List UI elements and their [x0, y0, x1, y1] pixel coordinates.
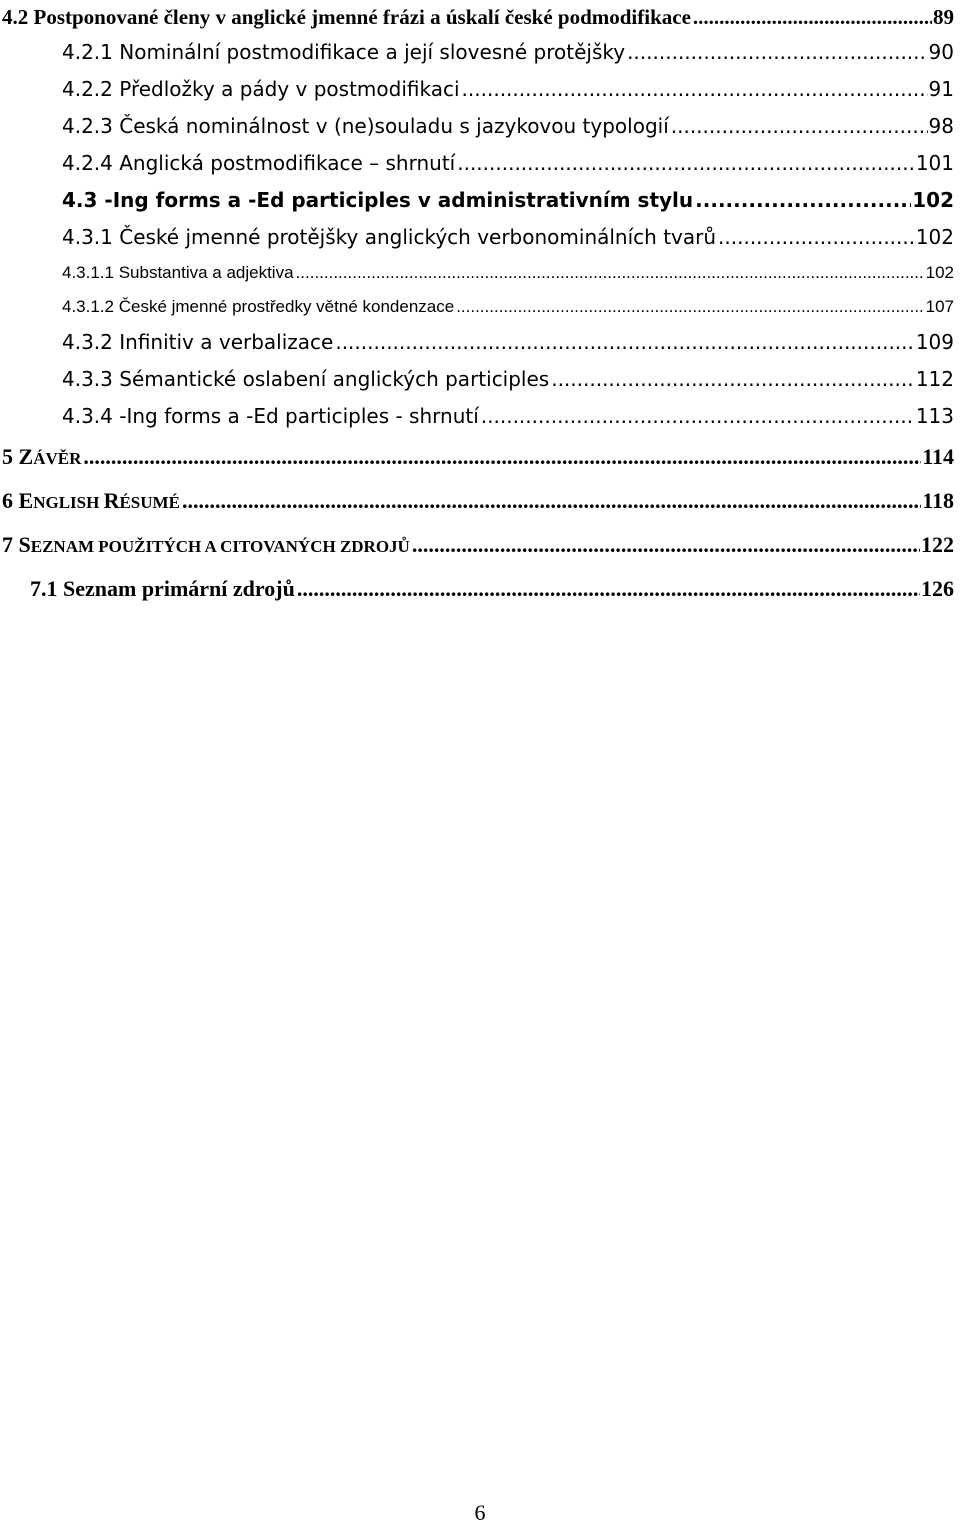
table-of-contents	[0, 0, 960, 611]
toc-leader-dots	[693, 0, 932, 34]
toc-entry-number: 7	[2, 532, 13, 557]
toc-entry-page: 90	[929, 34, 954, 71]
toc-leader-dots	[457, 145, 915, 182]
toc-entry-page: 102	[916, 219, 954, 256]
toc-leader-dots	[296, 256, 925, 290]
toc-entry-4-3-1-2[interactable]	[0, 290, 960, 324]
toc-entry-title: 4.2.2 Předložky a pády v postmodifikaci	[62, 71, 461, 108]
toc-entry-title: 4.2.3 Česká nominálnost v (ne)souladu s jazykovou typologií	[62, 108, 670, 145]
toc-leader-dots	[671, 108, 928, 145]
toc-entry-4-2-2[interactable]	[0, 71, 960, 108]
toc-entry-4-2[interactable]	[0, 0, 960, 34]
toc-entry-7-1[interactable]	[0, 567, 960, 611]
toc-entry-title: 4.3 -Ing forms a -Ed participles v administrativním stylu	[62, 182, 694, 219]
toc-entry-smallcaps-2: ÉSUMÉ	[119, 493, 180, 512]
toc-entry-number: 6	[2, 488, 13, 513]
toc-entry-title: 4.2 Postponované členy v anglické jmenné frázi a úskalí české podmodifikace	[2, 0, 692, 34]
toc-entry-4-3[interactable]	[0, 182, 960, 219]
toc-entry-page: 126	[921, 567, 954, 611]
toc-entry-page: 91	[929, 71, 954, 108]
toc-entry-title: 4.2.4 Anglická postmodifikace – shrnutí	[62, 145, 456, 182]
toc-entry-5[interactable]	[0, 435, 960, 479]
toc-leader-dots	[335, 324, 914, 361]
toc-leader-dots	[83, 435, 921, 479]
toc-leader-dots	[481, 398, 915, 435]
toc-leader-dots	[462, 71, 928, 108]
toc-entry-smallcaps: ÁVĚR	[33, 449, 82, 468]
toc-entry-title: 4.3.3 Sémantické oslabení anglických participles	[62, 361, 550, 398]
toc-entry-4-2-4[interactable]	[0, 145, 960, 182]
toc-leader-dots	[551, 361, 915, 398]
toc-leader-dots	[182, 479, 921, 523]
toc-entry-number: 5	[2, 444, 13, 469]
toc-entry-title: 4.3.4 -Ing forms a -Ed participles - shrnutí	[62, 398, 480, 435]
toc-entry-title: 4.3.1 České jmenné protějšky anglických verbonominálních tvarů	[62, 219, 717, 256]
toc-leader-dots	[627, 34, 927, 71]
toc-entry-title: 7.1 Seznam primární zdrojů	[30, 567, 296, 611]
toc-entry-title: 4.3.1.2 České jmenné prostředky větné kondenzace	[62, 290, 455, 324]
toc-entry-title	[2, 479, 181, 525]
toc-leader-dots	[297, 567, 920, 611]
page-number: 6	[474, 1500, 486, 1525]
toc-entry-page: 109	[916, 324, 954, 361]
toc-entry-page: 118	[922, 479, 954, 523]
toc-entry-page: 101	[916, 145, 954, 182]
toc-leader-dots	[695, 182, 911, 219]
toc-entry-initial: S	[18, 532, 31, 557]
toc-entry-title	[2, 523, 411, 569]
toc-entry-page: 98	[929, 108, 954, 145]
toc-leader-dots	[456, 290, 924, 324]
toc-entry-page: 89	[933, 0, 954, 34]
toc-entry-initial-2: R	[103, 488, 120, 513]
toc-entry-title: 4.3.1.1 Substantiva a adjektiva	[62, 256, 295, 290]
toc-entry-smallcaps: EZNAM POUŽITÝCH A CITOVANÝCH ZDROJŮ	[30, 537, 410, 556]
toc-entry-4-3-2[interactable]	[0, 324, 960, 361]
toc-entry-initial: E	[18, 488, 34, 513]
toc-entry-title: 4.3.2 Infinitiv a verbalizace	[62, 324, 334, 361]
toc-entry-title	[2, 435, 82, 481]
toc-entry-page: 122	[921, 523, 954, 567]
toc-entry-4-2-1[interactable]	[0, 34, 960, 71]
toc-entry-smallcaps: NGLISH	[33, 493, 104, 512]
toc-entry-4-3-4[interactable]	[0, 398, 960, 435]
toc-entry-initial: Z	[18, 444, 34, 469]
toc-entry-4-3-3[interactable]	[0, 361, 960, 398]
toc-entry-4-3-1[interactable]	[0, 219, 960, 256]
toc-entry-7[interactable]	[0, 523, 960, 567]
toc-leader-dots	[718, 219, 915, 256]
toc-entry-page: 113	[916, 398, 954, 435]
toc-entry-6[interactable]	[0, 479, 960, 523]
toc-leader-dots	[412, 523, 920, 567]
toc-entry-4-3-1-1[interactable]	[0, 256, 960, 290]
toc-entry-4-2-3[interactable]	[0, 108, 960, 145]
toc-entry-page: 112	[916, 361, 954, 398]
toc-entry-page: 114	[922, 435, 954, 479]
toc-entry-page: 102	[912, 182, 954, 219]
toc-entry-title: 4.2.1 Nominální postmodifikace a její slovesné protějšky	[62, 34, 626, 71]
toc-entry-page: 107	[926, 290, 954, 324]
toc-entry-page: 102	[926, 256, 954, 290]
